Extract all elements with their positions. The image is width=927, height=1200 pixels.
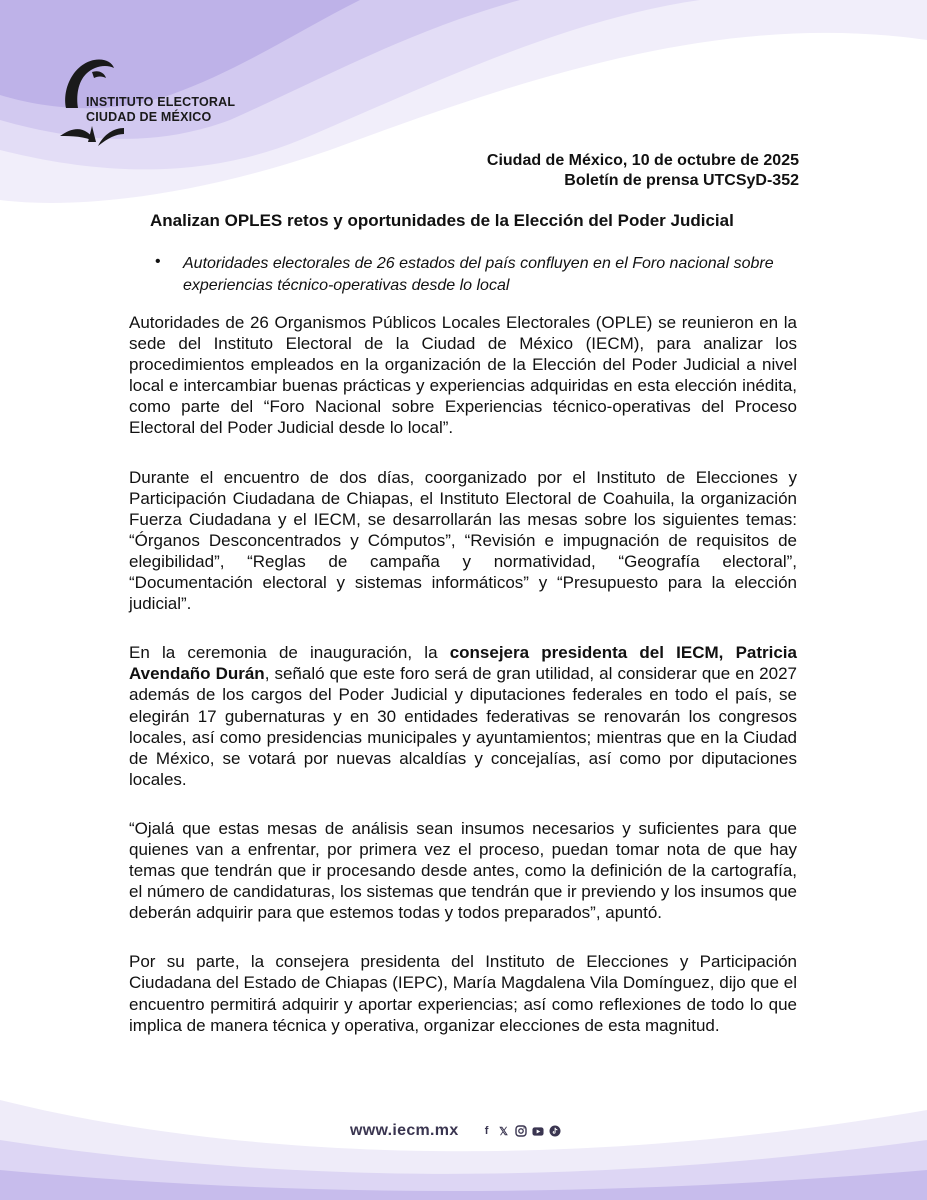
paragraph-3 <box>129 642 797 790</box>
tiktok-icon[interactable] <box>549 1125 561 1137</box>
paragraph-4: “Ojalá que estas mesas de análisis sean insumos necesarios y suficientes para que quienes van a enfrentar, por primera vez el proceso, puedan tomar nota de que hay temas que tendrán que ir procesando desde antes, como la definición de la cartografía, el número de candidaturas, los sistemas que tendrán que ir previendo y los insumos que deberán adquirir para que estemos todas y todos preparados”, apuntó. <box>129 818 797 923</box>
logo-line-1: INSTITUTO ELECTORAL <box>86 95 236 109</box>
place-date: Ciudad de México, 10 de octubre de 2025 <box>486 152 799 169</box>
paragraph-3-rest: , señaló que este foro será de gran utilidad, al considerar que en 2027 además de los cargos del Poder Judicial y diputaciones federales en todo el país, se elegirán 17 gubernaturas y en 30 entidades federativas se renovarán los congresos locales, así como presidencias municipales y ayuntamientos; mientras que en la Ciudad de México, se votará por nuevas alcaldías y concejalías, así como por diputaciones locales. <box>129 664 797 789</box>
youtube-icon[interactable] <box>532 1125 544 1137</box>
dateline-block <box>487 151 799 191</box>
paragraph-1: Autoridades de 26 Organismos Públicos Locales Electorales (OPLE) se reunieron en la sede del Instituto Electoral de la Ciudad de México (IECM), para analizar los procedimientos empleados en la organización de la Elección del Poder Judicial a nivel local e intercambiar buenas prácticas y experiencias adquiridas en esta elección inédita, como parte del “Foro Nacional sobre Experiencias técnico-operativas del Proceso Electoral del Poder Judicial desde lo local”. <box>129 313 797 438</box>
press-release-title: Analizan OPLES retos y oportunidades de la Elección del Poder Judicial <box>150 211 734 230</box>
summary-bullet-text: Autoridades electorales de 26 estados del país confluyen en el Foro nacional sobre experiencias técnico-operativas desde lo local <box>183 255 774 294</box>
iecm-logo <box>52 52 236 152</box>
facebook-icon[interactable]: f <box>484 1125 489 1137</box>
bullet-icon: • <box>155 253 161 270</box>
paragraph-3-highlight: consejera presidenta del IECM, Patricia Avendaño Durán <box>129 643 797 684</box>
paragraph-2: Durante el encuentro de dos días, coorganizado por el Instituto de Elecciones y Participación Ciudadana de Chiapas, el Instituto Electoral de Coahuila, la organización Fuerza Ciudadana y el IECM, se desarrollarán las mesas sobre los siguientes temas: “Órganos Desconcentrados y Cómputos”, “Revisión e impugnación de requisitos de elegibilidad”, “Reglas de campaña y normatividad, “Geografía electoral”, “Documentación electoral y sistemas informáticos” y “Presupuesto para la elección judicial”. <box>129 467 797 614</box>
x-icon[interactable]: 𝕏 <box>499 1125 508 1138</box>
logo-line-2: CIUDAD DE MÉXICO <box>86 110 212 124</box>
instagram-icon[interactable] <box>515 1125 527 1137</box>
footer <box>350 1120 561 1142</box>
social-links <box>481 1125 561 1137</box>
logo-wordmark <box>86 95 235 125</box>
paragraph-5: Por su parte, la consejera presidenta del Instituto de Elecciones y Participación Ciudadana del Estado de Chiapas (IEPC), María Magdalena Vila Domínguez, dijo que el encuentro permitirá adquirir y aportar experiencias; así como reflexiones de todo lo que implica de manera técnica y operativa, organizar elecciones de esta magnitud. <box>129 952 797 1035</box>
press-release-body <box>129 312 797 1064</box>
bulletin-number: Boletín de prensa UTCSyD-352 <box>564 172 799 189</box>
website-link[interactable]: www.iecm.mx <box>350 1122 459 1139</box>
paragraph-3-intro: En la ceremonia de inauguración, la <box>129 643 450 663</box>
